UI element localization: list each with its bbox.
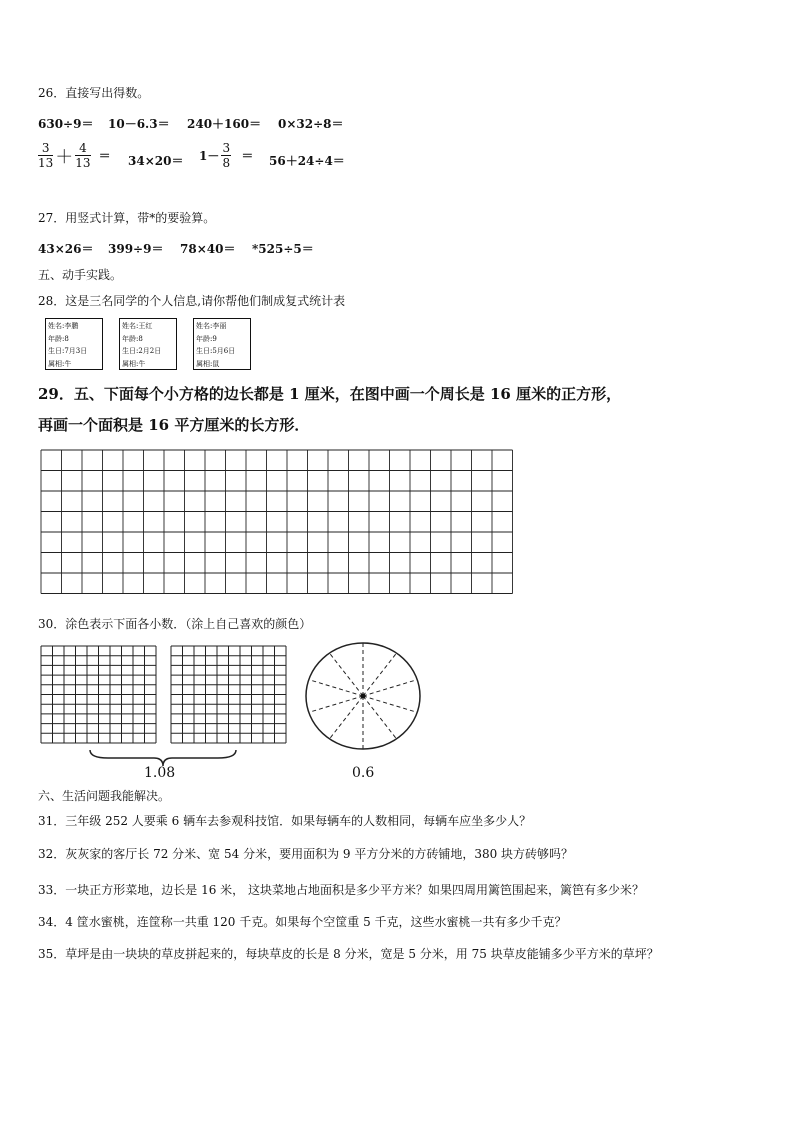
- card-age: 年龄:8: [48, 334, 69, 343]
- question-32: 32．灰灰家的客厅长 72 分米、宽 54 分米，要用面积为 9 平方分米的方砖铺地，380 块方砖够吗？: [38, 847, 574, 861]
- info-card-3: [193, 318, 251, 370]
- card-age: 年龄:9: [196, 334, 217, 343]
- card-age: 年龄:8: [122, 334, 143, 343]
- info-card-2: [119, 318, 177, 370]
- hundred-grid-2: [170, 645, 288, 745]
- q30-title: 30．涂色表示下面各小数．（涂上自己喜欢的颜色）: [38, 617, 312, 631]
- q29-line-2: 再画一个面积是 16 平方厘米的长方形．: [38, 416, 310, 434]
- q26-item-3: 240＋160＝: [187, 117, 262, 131]
- card-zodiac: 属相:鼠: [196, 359, 220, 368]
- hundred-grid-1: [40, 645, 158, 745]
- fraction-3-8: $\frac{3}{8}$: [222, 141, 231, 170]
- q26-fraction-diff: 1－ $\frac{3}{8}$ ＝: [199, 141, 254, 170]
- q26-item-2: 10－6.3＝: [108, 117, 170, 131]
- q26-item-6: 34×20＝: [128, 154, 184, 168]
- q27-item-2: 399÷9＝: [108, 242, 164, 256]
- q26-item-8: 56＋24÷4＝: [269, 154, 345, 168]
- card-name: 姓名:李鹏: [48, 322, 79, 330]
- card-zodiac: 属相:牛: [122, 359, 146, 368]
- question-33: 33．一块正方形菜地，边长是 16 米， 这块菜地占地面积是多少平方米？如果四周用篱笆围起来，篱笆有多少米？: [38, 883, 644, 897]
- fraction-4-13: $\frac{4}{13}$: [75, 141, 91, 170]
- section-5-heading: 五、动手实践。: [38, 268, 123, 282]
- card-name: 姓名:李丽: [196, 322, 227, 330]
- question-31: 31．三年级 252 人要乘 6 辆车去参观科技馆．如果每辆车的人数相同，每辆车应坐多少人？: [38, 814, 532, 828]
- question-34: 34．4 筐水蜜桃，连筐称一共重 120 千克。如果每个空筐重 5 千克，这些水蜜桃一共有多少千克？: [38, 915, 567, 929]
- fraction-3-13: $\frac{3}{13}$: [38, 141, 54, 170]
- card-name: 姓名:王红: [122, 322, 153, 330]
- q26-item-1: 630÷9＝: [38, 117, 94, 131]
- question-35: 35．草坪是由一块块的草皮拼起来的，每块草皮的长是 8 分米，宽是 5 分米，用 75 块草皮能铺多少平方米的草坪？: [38, 947, 659, 961]
- q26-fraction-sum: $\frac{3}{13}$ ＋ $\frac{4}{13}$ ＝: [38, 141, 111, 170]
- q27-item-1: 43×26＝: [38, 242, 94, 256]
- section-6-heading: 六、生活问题我能解决。: [38, 789, 171, 803]
- q26-title: 26．直接写出得数。: [38, 86, 150, 100]
- divided-circle: [303, 640, 423, 752]
- q27-item-4: *525÷5＝: [252, 242, 314, 256]
- q29-line-1: 29．五、下面每个小方格的边长都是 1 厘米，在图中画一个周长是 16 厘米的正方形，: [38, 385, 622, 403]
- decimal-label-1-08: 1.08: [144, 765, 176, 781]
- card-birthday: 生日:5月6日: [196, 347, 236, 355]
- q26-item-4: 0×32÷8＝: [278, 117, 344, 131]
- q27-item-3: 78×40＝: [180, 242, 236, 256]
- info-card-1: [45, 318, 103, 370]
- card-birthday: 生日:7月3日: [48, 347, 88, 355]
- q27-title: 27．用竖式计算，带*的要验算。: [38, 211, 216, 225]
- card-birthday: 生日:2月2日: [122, 347, 162, 355]
- card-zodiac: 属相:牛: [48, 359, 72, 368]
- q28-title: 28．这是三名同学的个人信息,请你帮他们制成复式统计表: [38, 294, 346, 308]
- square-grid: [40, 449, 516, 597]
- decimal-label-0-6: 0.6: [352, 765, 375, 781]
